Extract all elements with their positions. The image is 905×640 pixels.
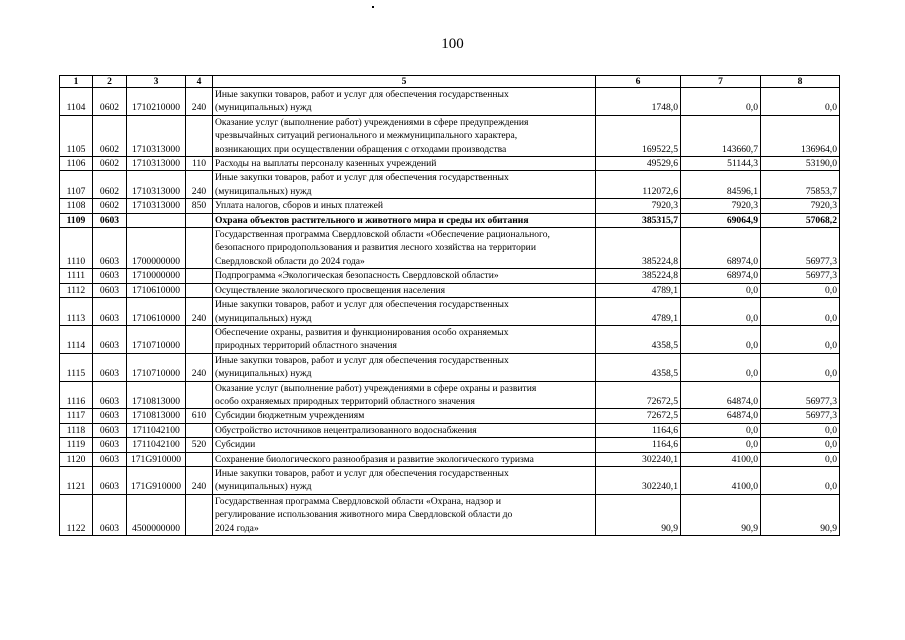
amount-col-7: 143660,7 (681, 115, 761, 156)
amount-col-7: 51144,3 (681, 157, 761, 171)
target-code: 171G910000 (127, 452, 186, 466)
target-code: 1710610000 (127, 283, 186, 297)
budget-table (59, 75, 840, 536)
item-name (213, 409, 596, 423)
amount-col-8: 0,0 (761, 423, 840, 437)
item-name (213, 171, 596, 199)
item-name-line: безопасного природопользования и развития лесного хозяйства на территории (215, 242, 536, 254)
amount-col-7: 68974,0 (681, 228, 761, 269)
item-name-line: (муниципальных) нужд (215, 312, 312, 324)
section-code: 0603 (93, 452, 127, 466)
scan-artifact-dot (372, 6, 374, 8)
expense-type (186, 325, 213, 353)
header-col-2: 2 (93, 76, 127, 88)
item-name (213, 438, 596, 452)
target-code: 1710210000 (127, 88, 186, 116)
amount-col-7: 68974,0 (681, 269, 761, 283)
item-name-line: Государственная программа Свердловской области «Охрана, надзор и (215, 495, 501, 507)
item-name (213, 115, 596, 156)
table-row (60, 157, 840, 171)
table-row (60, 88, 840, 116)
table-row (60, 494, 840, 535)
expense-type: 110 (186, 157, 213, 171)
amount-col-6: 385224,8 (596, 228, 681, 269)
amount-col-7: 64874,0 (681, 409, 761, 423)
target-code: 1710813000 (127, 381, 186, 409)
item-name-line: природных территорий областного значения (215, 340, 397, 352)
header-col-5: 5 (213, 76, 596, 88)
section-code: 0602 (93, 199, 127, 213)
item-name-line: 2024 года» (215, 522, 259, 534)
item-name-line: Иные закупки товаров, работ и услуг для обеспечения государственных (215, 354, 509, 366)
item-name-line: Уплата налогов, сборов и иных платежей (215, 200, 384, 212)
item-name-line: Обеспечение охраны, развития и функционирования особо охраняемых (215, 326, 509, 338)
amount-col-6: 72672,5 (596, 409, 681, 423)
amount-col-8: 90,9 (761, 494, 840, 535)
item-name-line: Свердловской области до 2024 года» (215, 255, 365, 267)
amount-col-8: 0,0 (761, 88, 840, 116)
amount-col-8: 0,0 (761, 438, 840, 452)
amount-col-8: 53190,0 (761, 157, 840, 171)
section-code: 0603 (93, 466, 127, 494)
row-number: 1112 (60, 283, 93, 297)
section-code: 0603 (93, 228, 127, 269)
amount-col-8: 57068,2 (761, 213, 840, 227)
target-code: 1710313000 (127, 115, 186, 156)
amount-col-7: 69064,9 (681, 213, 761, 227)
header-col-3: 3 (127, 76, 186, 88)
row-number: 1120 (60, 452, 93, 466)
section-code: 0603 (93, 325, 127, 353)
amount-col-6: 49529,6 (596, 157, 681, 171)
table-row (60, 283, 840, 297)
section-code: 0603 (93, 269, 127, 283)
amount-col-6: 4358,5 (596, 325, 681, 353)
item-name (213, 269, 596, 283)
table-row (60, 171, 840, 199)
table-row (60, 438, 840, 452)
item-name-line: Оказание услуг (выполнение работ) учреждениями в сфере предупреждения (215, 116, 529, 128)
amount-col-8: 0,0 (761, 466, 840, 494)
item-name-line: Субсидии (215, 439, 256, 451)
item-name-line: Иные закупки товаров, работ и услуг для обеспечения государственных (215, 89, 509, 100)
expense-type (186, 494, 213, 535)
table-row (60, 452, 840, 466)
amount-col-8: 0,0 (761, 283, 840, 297)
row-number: 1106 (60, 157, 93, 171)
target-code: 4500000000 (127, 494, 186, 535)
amount-col-7: 84596,1 (681, 171, 761, 199)
amount-col-7: 0,0 (681, 88, 761, 116)
table-row (60, 466, 840, 494)
amount-col-7: 4100,0 (681, 452, 761, 466)
item-name (213, 298, 596, 326)
item-name (213, 228, 596, 269)
amount-col-6: 112072,6 (596, 171, 681, 199)
amount-col-8: 56977,3 (761, 381, 840, 409)
target-code (127, 213, 186, 227)
table-row (60, 381, 840, 409)
item-name-line: Иные закупки товаров, работ и услуг для обеспечения государственных (215, 172, 509, 184)
amount-col-8: 0,0 (761, 298, 840, 326)
item-name-line: (муниципальных) нужд (215, 481, 312, 493)
expense-type (186, 228, 213, 269)
amount-col-7: 0,0 (681, 298, 761, 326)
section-code: 0603 (93, 438, 127, 452)
target-code: 1710313000 (127, 157, 186, 171)
amount-col-6: 1748,0 (596, 88, 681, 116)
target-code: 1710313000 (127, 199, 186, 213)
amount-col-6: 7920,3 (596, 199, 681, 213)
item-name-line: Сохранение биологического разнообразия и развитие экологического туризма (215, 453, 534, 465)
item-name-line: Расходы на выплаты персоналу казенных учреждений (215, 158, 437, 170)
section-code: 0603 (93, 213, 127, 227)
amount-col-6: 385224,8 (596, 269, 681, 283)
item-name-line: Оказание услуг (выполнение работ) учреждениями в сфере охраны и развития (215, 382, 537, 394)
expense-type: 240 (186, 466, 213, 494)
item-name-line: Иные закупки товаров, работ и услуг для обеспечения государственных (215, 299, 509, 311)
target-code: 1710813000 (127, 409, 186, 423)
row-number: 1104 (60, 88, 93, 116)
table-row (60, 298, 840, 326)
amount-col-6: 169522,5 (596, 115, 681, 156)
target-code: 171G910000 (127, 466, 186, 494)
target-code: 1710610000 (127, 298, 186, 326)
header-row (60, 76, 840, 88)
item-name-line: чрезвычайных ситуаций регионального и межмуниципального характера, (215, 130, 518, 142)
amount-col-6: 72672,5 (596, 381, 681, 409)
header-col-8: 8 (761, 76, 840, 88)
header-col-1: 1 (60, 76, 93, 88)
item-name-line: Государственная программа Свердловской области «Обеспечение рационального, (215, 229, 550, 241)
amount-col-8: 136964,0 (761, 115, 840, 156)
row-number: 1114 (60, 325, 93, 353)
table-row (60, 325, 840, 353)
item-name (213, 353, 596, 381)
item-name (213, 466, 596, 494)
expense-type: 240 (186, 171, 213, 199)
item-name-line: Осуществление экологического просвещения населения (215, 284, 446, 296)
row-number: 1109 (60, 213, 93, 227)
target-code: 1710313000 (127, 171, 186, 199)
amount-col-6: 1164,6 (596, 423, 681, 437)
expense-type (186, 213, 213, 227)
table-row (60, 423, 840, 437)
header-col-4: 4 (186, 76, 213, 88)
row-number: 1119 (60, 438, 93, 452)
item-name (213, 283, 596, 297)
row-number: 1108 (60, 199, 93, 213)
target-code: 1710000000 (127, 269, 186, 283)
amount-col-7: 0,0 (681, 325, 761, 353)
item-name-line: особо охраняемых природных территорий областного значения (215, 395, 475, 407)
target-code: 1710710000 (127, 325, 186, 353)
amount-col-7: 90,9 (681, 494, 761, 535)
amount-col-8: 0,0 (761, 325, 840, 353)
section-code: 0603 (93, 423, 127, 437)
item-name (213, 157, 596, 171)
row-number: 1121 (60, 466, 93, 494)
amount-col-8: 0,0 (761, 353, 840, 381)
section-code: 0603 (93, 353, 127, 381)
expense-type (186, 423, 213, 437)
amount-col-7: 0,0 (681, 283, 761, 297)
section-code: 0602 (93, 115, 127, 156)
item-name-line: возникающих при осуществлении обращения с отходами производства (215, 143, 507, 155)
row-number: 1110 (60, 228, 93, 269)
row-number: 1113 (60, 298, 93, 326)
section-code: 0603 (93, 381, 127, 409)
expense-type (186, 452, 213, 466)
expense-type: 240 (186, 88, 213, 116)
expense-type (186, 381, 213, 409)
expense-type: 240 (186, 353, 213, 381)
item-name (213, 381, 596, 409)
section-code: 0603 (93, 409, 127, 423)
amount-col-8: 56977,3 (761, 409, 840, 423)
expense-type (186, 115, 213, 156)
section-code: 0602 (93, 88, 127, 116)
row-number: 1105 (60, 115, 93, 156)
amount-col-6: 302240,1 (596, 466, 681, 494)
amount-col-8: 0,0 (761, 452, 840, 466)
item-name-line: регулирование использования животного мира Свердловской области до (215, 509, 513, 521)
row-number: 1107 (60, 171, 93, 199)
item-name (213, 88, 596, 116)
item-name (213, 213, 596, 227)
amount-col-6: 90,9 (596, 494, 681, 535)
amount-col-7: 7920,3 (681, 199, 761, 213)
item-name-line: Охрана объектов растительного и животного мира и среды их обитания (215, 214, 529, 226)
expense-type (186, 269, 213, 283)
amount-col-8: 7920,3 (761, 199, 840, 213)
amount-col-6: 4789,1 (596, 283, 681, 297)
table-row (60, 409, 840, 423)
amount-col-6: 385315,7 (596, 213, 681, 227)
table-row (60, 228, 840, 269)
target-code: 1711042100 (127, 423, 186, 437)
item-name-line: Субсидии бюджетным учреждениям (215, 410, 365, 422)
expense-type: 610 (186, 409, 213, 423)
item-name-line: Иные закупки товаров, работ и услуг для обеспечения государственных (215, 467, 509, 479)
table-row (60, 213, 840, 227)
table-row (60, 269, 840, 283)
amount-col-8: 56977,3 (761, 228, 840, 269)
amount-col-7: 64874,0 (681, 381, 761, 409)
row-number: 1117 (60, 409, 93, 423)
amount-col-6: 302240,1 (596, 452, 681, 466)
item-name-line: Подпрограмма «Экологическая безопасность Свердловской области» (215, 270, 499, 282)
table-row (60, 199, 840, 213)
amount-col-7: 0,0 (681, 423, 761, 437)
section-code: 0602 (93, 157, 127, 171)
item-name-line: (муниципальных) нужд (215, 102, 312, 114)
section-code: 0603 (93, 298, 127, 326)
row-number: 1115 (60, 353, 93, 381)
section-code: 0602 (93, 171, 127, 199)
expense-type: 850 (186, 199, 213, 213)
page-number: 100 (441, 36, 464, 52)
item-name (213, 325, 596, 353)
row-number: 1111 (60, 269, 93, 283)
item-name-line: (муниципальных) нужд (215, 185, 312, 197)
row-number: 1122 (60, 494, 93, 535)
header-col-6: 6 (596, 76, 681, 88)
amount-col-7: 0,0 (681, 438, 761, 452)
item-name-line: (муниципальных) нужд (215, 368, 312, 380)
item-name (213, 423, 596, 437)
expense-type: 240 (186, 298, 213, 326)
expense-type (186, 283, 213, 297)
row-number: 1118 (60, 423, 93, 437)
header-col-7: 7 (681, 76, 761, 88)
target-code: 1700000000 (127, 228, 186, 269)
item-name (213, 199, 596, 213)
row-number: 1116 (60, 381, 93, 409)
table-row (60, 353, 840, 381)
target-code: 1710710000 (127, 353, 186, 381)
expense-type: 520 (186, 438, 213, 452)
section-code: 0603 (93, 283, 127, 297)
amount-col-6: 1164,6 (596, 438, 681, 452)
item-name (213, 494, 596, 535)
amount-col-7: 0,0 (681, 353, 761, 381)
target-code: 1711042100 (127, 438, 186, 452)
item-name-line: Обустройство источников нецентрализованного водоснабжения (215, 424, 477, 436)
item-name (213, 452, 596, 466)
amount-col-8: 56977,3 (761, 269, 840, 283)
amount-col-6: 4789,1 (596, 298, 681, 326)
amount-col-7: 4100,0 (681, 466, 761, 494)
table-row (60, 115, 840, 156)
amount-col-6: 4358,5 (596, 353, 681, 381)
amount-col-8: 75853,7 (761, 171, 840, 199)
section-code: 0603 (93, 494, 127, 535)
